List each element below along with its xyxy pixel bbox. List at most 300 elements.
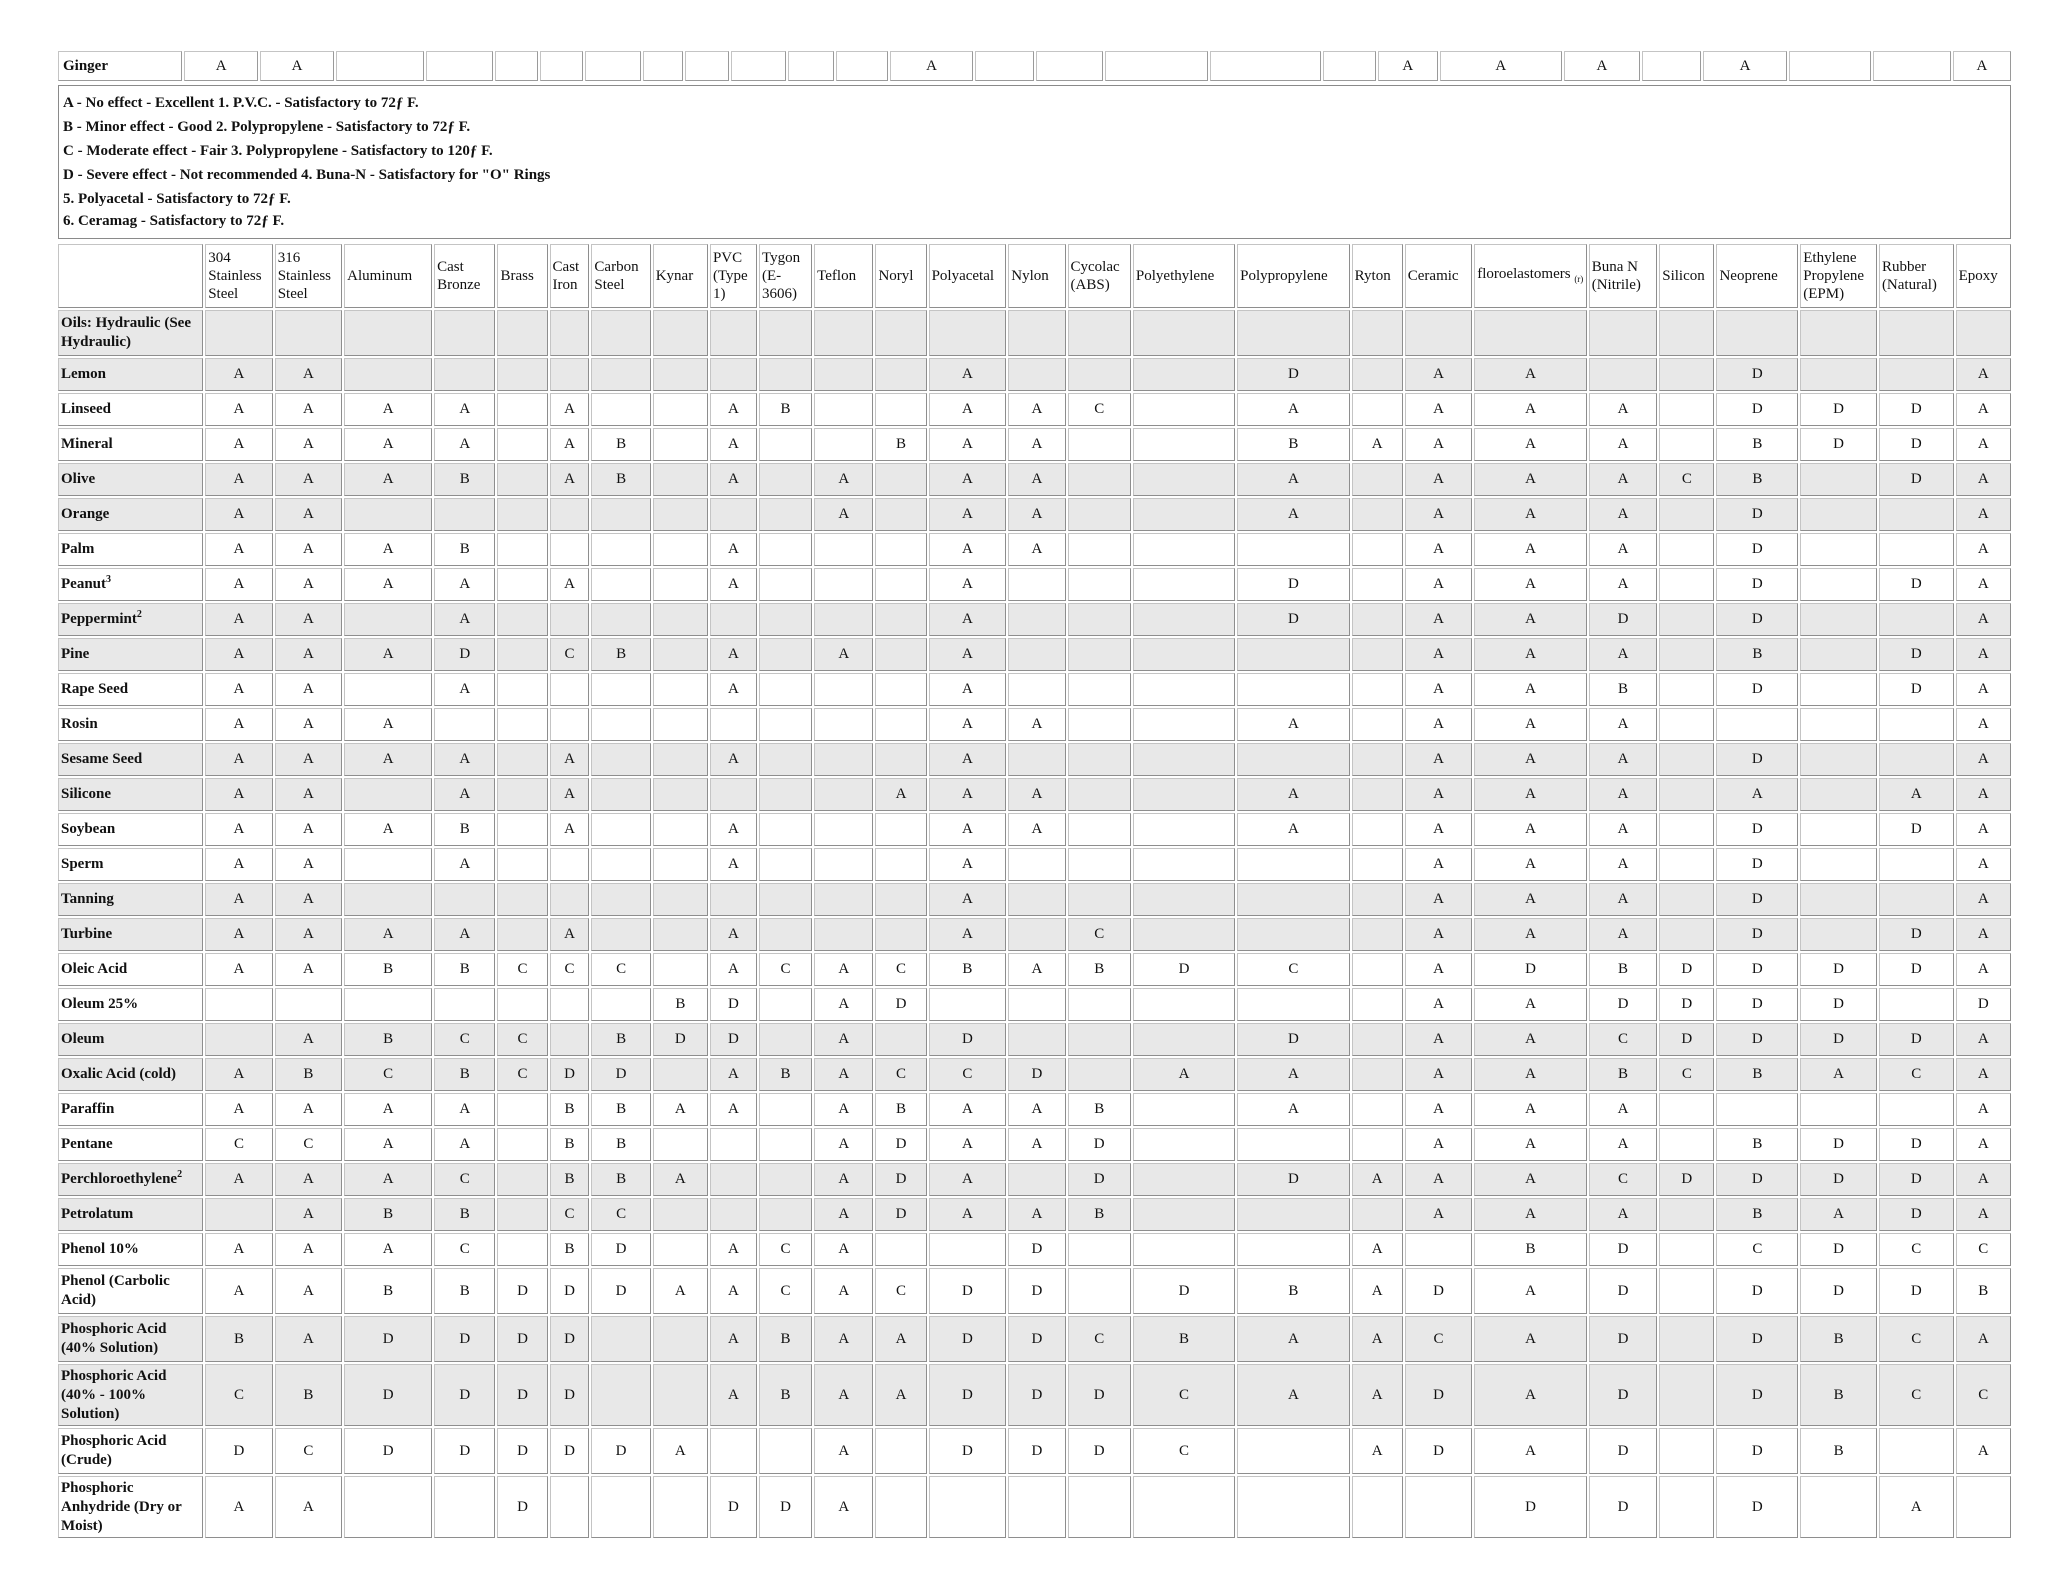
rating-cell: A: [1405, 1128, 1472, 1161]
column-header: [1659, 244, 1714, 308]
table-row: [58, 310, 2011, 356]
table-row: [58, 1233, 2011, 1266]
rating-cell: C: [929, 1058, 1007, 1091]
rating-cell: A: [1008, 428, 1065, 461]
column-header-label: Buna N (Nitrile): [1591, 259, 1641, 293]
rating-cell: D: [1716, 988, 1798, 1021]
rating-cell: A: [1879, 1476, 1954, 1538]
legend-line: C - Moderate effect - Fair 3. Polypropylene - Satisfactory to 120ƒ F.: [63, 143, 493, 159]
rating-cell: [1879, 743, 1954, 776]
rating-cell: [1352, 358, 1403, 391]
rating-cell: [710, 1198, 757, 1231]
rating-cell: A: [275, 463, 342, 496]
rating-cell: B: [434, 953, 495, 986]
rating-cell: B: [1716, 638, 1798, 671]
rating-cell: [1008, 638, 1065, 671]
rating-cell: [591, 568, 650, 601]
rating-cell: [591, 708, 650, 741]
row-name-label: Pentane: [61, 1136, 113, 1152]
rating-cell: [1956, 1476, 2011, 1538]
row-name: [58, 1476, 203, 1538]
rating-cell: C: [1956, 1233, 2011, 1266]
rating-cell: [1068, 310, 1131, 356]
rating-cell: D: [875, 1198, 926, 1231]
rating-cell: [1659, 1364, 1714, 1426]
rating-cell: [759, 1128, 812, 1161]
rating-cell: D: [1716, 603, 1798, 636]
rating-cell: [1405, 1233, 1472, 1266]
rating-cell: D: [1474, 1476, 1586, 1538]
rating-cell: B: [591, 638, 650, 671]
rating-cell: [344, 498, 432, 531]
column-header-label: Neoprene: [1719, 268, 1778, 284]
rating-cell: C: [497, 1058, 547, 1091]
rating-cell: [495, 51, 538, 81]
column-header: [875, 244, 926, 308]
rating-cell: D: [1879, 673, 1954, 706]
rating-cell: A: [275, 1093, 342, 1126]
rating-cell: A: [275, 848, 342, 881]
column-header: [929, 244, 1007, 308]
rating-cell: [497, 918, 547, 951]
rating-cell: [814, 310, 873, 356]
rating-cell: A: [875, 1316, 926, 1362]
rating-cell: [1352, 603, 1403, 636]
rating-cell: A: [1237, 708, 1349, 741]
rating-cell: [1352, 883, 1403, 916]
rating-cell: A: [710, 1364, 757, 1426]
rating-cell: D: [1008, 1428, 1065, 1474]
row-name: [58, 778, 203, 811]
rating-cell: A: [344, 1093, 432, 1126]
rating-cell: [1405, 310, 1472, 356]
rating-cell: A: [205, 813, 272, 846]
rating-cell: [1800, 358, 1877, 391]
rating-cell: A: [814, 638, 873, 671]
rating-cell: [788, 51, 834, 81]
rating-cell: A: [275, 603, 342, 636]
column-header: [814, 244, 873, 308]
rating-cell: A: [275, 358, 342, 391]
rating-cell: B: [1474, 1233, 1586, 1266]
row-name: [58, 918, 203, 951]
rating-cell: A: [710, 1058, 757, 1091]
rating-cell: [1659, 813, 1714, 846]
rating-cell: D: [1068, 1428, 1131, 1474]
rating-cell: A: [1008, 708, 1065, 741]
rating-cell: D: [1659, 1163, 1714, 1196]
rating-cell: [1133, 498, 1235, 531]
rating-cell: A: [1703, 51, 1788, 81]
rating-cell: A: [1564, 51, 1640, 81]
rating-cell: A: [550, 463, 590, 496]
rating-cell: A: [1589, 463, 1658, 496]
rating-cell: [434, 1476, 495, 1538]
rating-cell: [710, 883, 757, 916]
rating-cell: A: [929, 848, 1007, 881]
table-row: [58, 813, 2011, 846]
rating-cell: A: [1589, 393, 1658, 426]
rating-cell: D: [1879, 1128, 1954, 1161]
rating-cell: [1068, 463, 1131, 496]
rating-cell: [710, 1428, 757, 1474]
rating-cell: B: [344, 1198, 432, 1231]
rating-cell: A: [275, 1023, 342, 1056]
rating-cell: [814, 813, 873, 846]
rating-cell: [497, 708, 547, 741]
rating-cell: [1659, 778, 1714, 811]
rating-cell: A: [1378, 51, 1438, 81]
rating-cell: A: [1352, 1316, 1403, 1362]
table-row: [58, 1428, 2011, 1474]
rating-cell: A: [1008, 463, 1065, 496]
rating-cell: [1352, 1476, 1403, 1538]
rating-cell: D: [434, 1428, 495, 1474]
rating-cell: A: [1589, 848, 1658, 881]
rating-cell: A: [434, 428, 495, 461]
rating-cell: A: [1237, 1093, 1349, 1126]
rating-cell: [814, 743, 873, 776]
rating-cell: [759, 568, 812, 601]
rating-cell: D: [653, 1023, 708, 1056]
rating-cell: [759, 988, 812, 1021]
rating-cell: [710, 310, 757, 356]
rating-cell: A: [814, 1128, 873, 1161]
rating-cell: A: [550, 918, 590, 951]
rating-cell: C: [1405, 1316, 1472, 1362]
row-name-label: Orange: [61, 506, 110, 522]
rating-cell: [653, 918, 708, 951]
rating-cell: A: [1474, 463, 1586, 496]
rating-cell: [710, 778, 757, 811]
rating-cell: [1589, 310, 1658, 356]
column-header: [591, 244, 650, 308]
rating-cell: A: [1405, 1058, 1472, 1091]
rating-cell: A: [1956, 393, 2011, 426]
column-header-label: Kynar: [655, 268, 694, 284]
rating-cell: D: [1879, 428, 1954, 461]
rating-cell: [434, 310, 495, 356]
rating-cell: [653, 603, 708, 636]
rating-cell: [540, 51, 583, 81]
row-name-label: Phosphoric Acid (40% - 100% Solution): [61, 1367, 167, 1422]
rating-cell: [814, 393, 873, 426]
rating-cell: [1133, 603, 1235, 636]
rating-cell: A: [1474, 1428, 1586, 1474]
rating-cell: [1068, 1023, 1131, 1056]
row-name: [58, 1093, 203, 1126]
rating-cell: [759, 1428, 812, 1474]
rating-cell: A: [344, 813, 432, 846]
rating-cell: [434, 498, 495, 531]
rating-cell: A: [1956, 603, 2011, 636]
rating-cell: A: [1474, 533, 1586, 566]
row-name: [58, 1316, 203, 1362]
rating-cell: [1237, 533, 1349, 566]
row-name: [58, 813, 203, 846]
rating-cell: D: [929, 1316, 1007, 1362]
rating-cell: D: [550, 1364, 590, 1426]
rating-cell: [1352, 638, 1403, 671]
rating-cell: [710, 498, 757, 531]
rating-cell: A: [1237, 1316, 1349, 1362]
rating-cell: [1210, 51, 1321, 81]
rating-cell: A: [929, 1163, 1007, 1196]
column-header-label: Nylon: [1011, 268, 1049, 284]
column-header-label: Cast Iron: [552, 259, 580, 293]
rating-cell: A: [1800, 1198, 1877, 1231]
rating-cell: D: [1716, 498, 1798, 531]
rating-cell: C: [591, 953, 650, 986]
row-name: [58, 310, 203, 356]
rating-cell: A: [1474, 813, 1586, 846]
rating-cell: [1352, 1023, 1403, 1056]
rating-cell: [710, 1128, 757, 1161]
rating-cell: A: [275, 953, 342, 986]
top-row-table: [56, 49, 2013, 83]
table-row: [58, 1093, 2011, 1126]
rating-cell: A: [1405, 743, 1472, 776]
rating-cell: [759, 708, 812, 741]
table-row: [58, 918, 2011, 951]
rating-cell: [1237, 638, 1349, 671]
rating-cell: [1068, 848, 1131, 881]
column-header: [1956, 244, 2011, 308]
rating-cell: A: [1474, 1268, 1586, 1314]
rating-cell: [759, 603, 812, 636]
rating-cell: [759, 310, 812, 356]
rating-cell: A: [205, 1093, 272, 1126]
rating-cell: [550, 358, 590, 391]
rating-cell: [1659, 393, 1714, 426]
rating-cell: [1879, 603, 1954, 636]
rating-cell: [1133, 1163, 1235, 1196]
rating-cell: [1068, 1476, 1131, 1538]
rating-cell: [591, 393, 650, 426]
rating-cell: D: [1589, 1364, 1658, 1426]
rating-cell: A: [434, 568, 495, 601]
rating-cell: [1133, 1233, 1235, 1266]
rating-cell: [1800, 743, 1877, 776]
rating-cell: [497, 310, 547, 356]
rating-cell: B: [759, 1058, 812, 1091]
rating-cell: A: [434, 848, 495, 881]
rating-cell: A: [1589, 743, 1658, 776]
rating-cell: C: [434, 1233, 495, 1266]
rating-cell: B: [205, 1316, 272, 1362]
rating-cell: A: [434, 778, 495, 811]
rating-cell: A: [1008, 778, 1065, 811]
column-header: [1589, 244, 1658, 308]
rating-cell: A: [1956, 428, 2011, 461]
rating-cell: [814, 428, 873, 461]
rating-cell: [591, 1364, 650, 1426]
rating-cell: A: [275, 638, 342, 671]
rating-cell: D: [929, 1023, 1007, 1056]
rating-cell: [1352, 498, 1403, 531]
rating-cell: [814, 883, 873, 916]
rating-cell: A: [1800, 1058, 1877, 1091]
rating-cell: D: [1716, 673, 1798, 706]
rating-cell: A: [1474, 1128, 1586, 1161]
rating-cell: A: [1237, 778, 1349, 811]
rating-cell: [653, 393, 708, 426]
rating-cell: C: [875, 953, 926, 986]
rating-cell: A: [205, 953, 272, 986]
legend-line: B - Minor effect - Good 2. Polypropylene - Satisfactory to 72ƒ F.: [63, 119, 471, 135]
rating-cell: A: [1474, 568, 1586, 601]
table-row: [58, 1023, 2011, 1056]
rating-cell: [875, 1233, 926, 1266]
rating-cell: [875, 1023, 926, 1056]
rating-cell: D: [1405, 1428, 1472, 1474]
rating-cell: D: [875, 988, 926, 1021]
rating-cell: B: [1800, 1316, 1877, 1362]
rating-cell: [653, 883, 708, 916]
rating-cell: [1800, 638, 1877, 671]
rating-cell: C: [1133, 1428, 1235, 1474]
rating-cell: A: [1956, 1058, 2011, 1091]
rating-cell: [1659, 1316, 1714, 1362]
rating-cell: A: [1405, 498, 1472, 531]
row-name: [58, 708, 203, 741]
rating-cell: [653, 1233, 708, 1266]
rating-cell: C: [550, 638, 590, 671]
rating-cell: C: [1659, 463, 1714, 496]
rating-cell: D: [1589, 1268, 1658, 1314]
rating-cell: [759, 848, 812, 881]
rating-cell: A: [929, 393, 1007, 426]
column-header: [1133, 244, 1235, 308]
rating-cell: A: [1474, 1316, 1586, 1362]
row-name: [58, 568, 203, 601]
rating-cell: A: [344, 638, 432, 671]
rating-cell: A: [275, 533, 342, 566]
rating-cell: A: [1474, 358, 1586, 391]
rating-cell: A: [929, 1093, 1007, 1126]
rating-cell: A: [434, 393, 495, 426]
rating-cell: B: [1589, 953, 1658, 986]
rating-cell: A: [205, 428, 272, 461]
rating-cell: [759, 1198, 812, 1231]
rating-cell: [591, 743, 650, 776]
rating-cell: A: [814, 1476, 873, 1538]
column-header: [205, 244, 272, 308]
rating-cell: [875, 743, 926, 776]
rating-cell: B: [1716, 463, 1798, 496]
rating-cell: D: [550, 1428, 590, 1474]
rating-cell: [759, 813, 812, 846]
rating-cell: [1237, 1476, 1349, 1538]
rating-cell: A: [1352, 1364, 1403, 1426]
rating-cell: A: [1352, 1428, 1403, 1474]
row-name-label: Paraffin: [61, 1101, 115, 1117]
rating-cell: A: [205, 393, 272, 426]
rating-cell: [759, 638, 812, 671]
rating-cell: [1352, 708, 1403, 741]
rating-cell: A: [275, 393, 342, 426]
rating-cell: [814, 778, 873, 811]
rating-cell: B: [434, 1268, 495, 1314]
rating-cell: D: [1800, 988, 1877, 1021]
rating-cell: A: [710, 1316, 757, 1362]
column-header: [1237, 244, 1349, 308]
rating-cell: [497, 603, 547, 636]
rating-cell: [1133, 743, 1235, 776]
row-name-label: Peppermint: [61, 611, 137, 627]
rating-cell: [1008, 673, 1065, 706]
row-name: [58, 498, 203, 531]
rating-cell: A: [205, 463, 272, 496]
rating-cell: C: [591, 1198, 650, 1231]
rating-cell: [814, 358, 873, 391]
rating-cell: A: [710, 1093, 757, 1126]
rating-cell: A: [1474, 1163, 1586, 1196]
rating-cell: A: [814, 1058, 873, 1091]
rating-cell: A: [1474, 638, 1586, 671]
rating-cell: A: [205, 708, 272, 741]
rating-cell: D: [1068, 1163, 1131, 1196]
rating-cell: D: [1716, 1023, 1798, 1056]
rating-cell: [653, 1128, 708, 1161]
rating-cell: [497, 813, 547, 846]
rating-cell: A: [1474, 918, 1586, 951]
row-name-label: Mineral: [61, 436, 113, 452]
rating-cell: D: [344, 1364, 432, 1426]
rating-cell: A: [814, 1316, 873, 1362]
rating-cell: [1133, 463, 1235, 496]
rating-cell: A: [929, 533, 1007, 566]
rating-cell: [653, 638, 708, 671]
rating-cell: [710, 708, 757, 741]
rating-cell: A: [205, 1163, 272, 1196]
rating-cell: D: [497, 1364, 547, 1426]
rating-cell: [1008, 918, 1065, 951]
rating-cell: D: [497, 1268, 547, 1314]
rating-cell: [1659, 1128, 1714, 1161]
rating-cell: [653, 568, 708, 601]
rating-cell: A: [1474, 743, 1586, 776]
rating-cell: [875, 568, 926, 601]
rating-cell: D: [710, 1023, 757, 1056]
rating-cell: [1133, 1198, 1235, 1231]
rating-cell: [497, 428, 547, 461]
footnote-marker: 2: [136, 609, 142, 620]
rating-cell: [550, 310, 590, 356]
rating-cell: [205, 1198, 272, 1231]
rating-cell: [1642, 51, 1701, 81]
rating-cell: [344, 778, 432, 811]
row-name: [58, 1364, 203, 1426]
rating-cell: C: [759, 1233, 812, 1266]
rating-cell: A: [710, 638, 757, 671]
rating-cell: [1659, 310, 1714, 356]
rating-cell: C: [434, 1023, 495, 1056]
rating-cell: B: [1589, 673, 1658, 706]
rating-cell: B: [653, 988, 708, 1021]
rating-cell: A: [1589, 638, 1658, 671]
rating-cell: [710, 603, 757, 636]
rating-cell: A: [275, 778, 342, 811]
rating-cell: B: [550, 1093, 590, 1126]
rating-cell: A: [814, 1268, 873, 1314]
row-name-label: Petrolatum: [61, 1206, 134, 1222]
rating-cell: A: [1956, 883, 2011, 916]
rating-cell: A: [205, 603, 272, 636]
rating-cell: D: [1237, 1163, 1349, 1196]
rating-cell: [1956, 310, 2011, 356]
rating-cell: B: [591, 1128, 650, 1161]
